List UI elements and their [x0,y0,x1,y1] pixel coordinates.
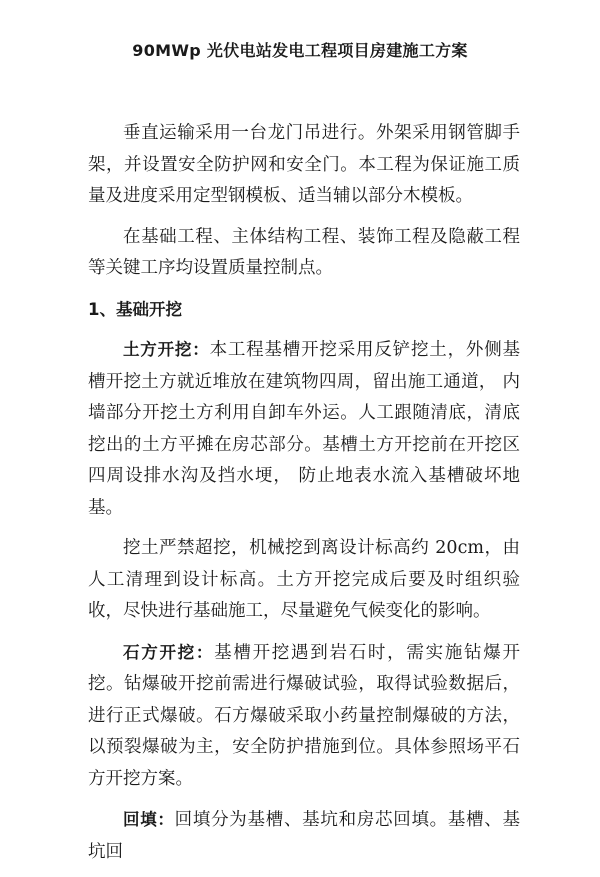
rockwork-lead: 石方开挖： [123,642,215,662]
backfill-text: 回填分为基槽、基坑和房芯回填。基槽、基坑回 [88,810,521,862]
earthwork-text: 本工程基槽开挖采用反铲挖土，外侧基槽开挖土方就近堆放在建筑物四周，留出施工通道， 内墙部分开挖土方利用自卸车外运。人工跟随清底，清底挖出的土方平摊在房芯部分。基槽土方开挖前在开挖区四周设排水沟及挡水埂， 防止地表水流入基槽破坏地基。 [88,340,521,518]
document-title: 90MWp 光伏电站发电工程项目房建施工方案 [132,41,468,60]
paragraph-quality-control: 在基础工程、主体结构工程、装饰工程及隐蔽工程等关键工序均设置质量控制点。 [88,226,520,278]
document-body [88,118,520,877]
section-heading-foundation-excavation: 1、基础开挖 [88,299,182,319]
rockwork-text: 基槽开挖遇到岩石时，需实施钻爆开挖。钻爆破开挖前需进行爆破试验，取得试验数据后，进行正式爆破。石方爆破采取小药量控制爆破的方法，以预裂爆破为主，安全防护措施到位。具体参照场平石方开挖方案。 [88,642,520,789]
paragraph-earthwork-excavation [88,334,520,524]
paragraph-rock-excavation [88,637,520,796]
paragraph-vertical-transport: 垂直运输采用一台龙门吊进行。外架采用钢管脚手架，并设置安全防护网和安全门。本工程为保证施工质量及进度采用定型钢模板、适当辅以部分木模板。 [88,123,520,206]
paragraph-no-overdig: 挖土严禁超挖，机械挖到离设计标高约 20cm，由人工清理到设计标高。土方开挖完成后要及时组织验收，尽快进行基础施工，尽量避免气候变化的影响。 [88,538,520,621]
paragraph-backfill [88,804,520,868]
backfill-lead: 回填： [123,810,175,829]
earthwork-lead: 土方开挖： [123,340,210,359]
